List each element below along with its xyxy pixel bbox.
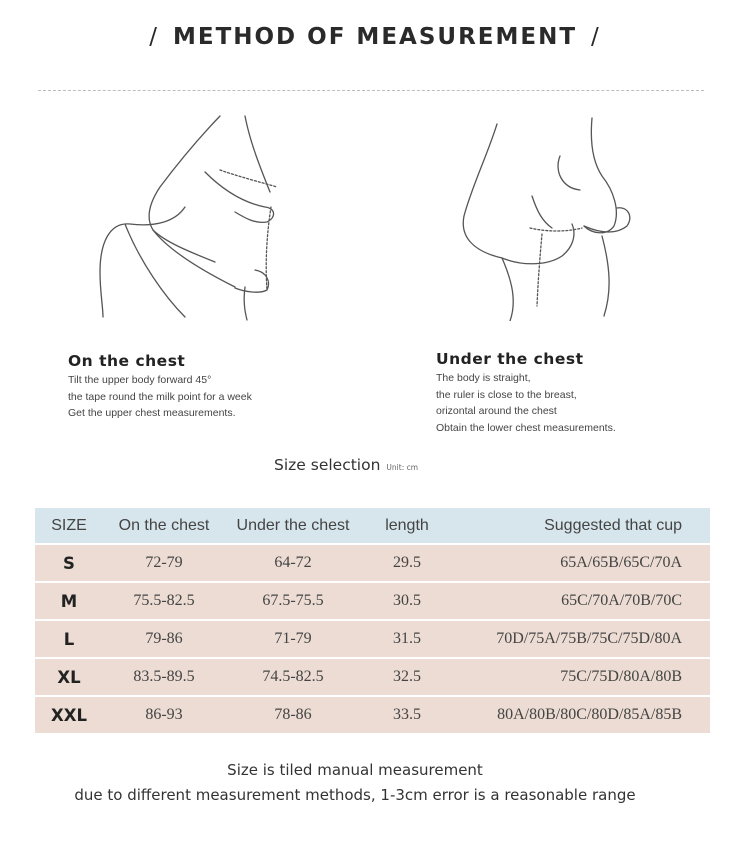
header-length: length [361,508,453,544]
instruction-line: Tilt the upper body forward 45° [68,374,212,386]
title-slash-left: / [149,24,159,50]
size-cell: L [35,620,103,658]
page-title [0,24,750,50]
instruction-line: The body is straight, [436,372,531,384]
header-under-chest: Under the chest [225,508,361,544]
header-on-chest: On the chest [103,508,225,544]
size-cell: M [35,582,103,620]
size-cell: S [35,544,103,582]
under-chest-illustration [442,116,642,321]
table-row [35,658,710,696]
cup-cell: 80A/80B/80C/80D/85A/85B [453,696,710,733]
cup-cell: 65A/65B/65C/70A [453,544,710,582]
cup-cell: 75C/75D/80A/80B [453,658,710,696]
instruction-line: Obtain the lower chest measurements. [436,421,616,434]
length-cell: 33.5 [361,696,453,733]
note-line: Size is tiled manual measurement [227,761,483,779]
under-chest-cell: 67.5-75.5 [225,582,361,620]
note-line: due to different measurement methods, 1-3cm error is a reasonable range [74,786,636,804]
instruction-line: the tape round the milk point for a week [68,390,252,403]
on-chest-cell: 72-79 [103,544,225,582]
title-text: METHOD OF MEASUREMENT [172,24,578,50]
table-row [35,696,710,733]
instruction-line: the ruler is close to the breast, [436,388,577,401]
under-chest-cell: 78-86 [225,696,361,733]
size-selection-heading [274,456,418,474]
on-chest-cell: 79-86 [103,620,225,658]
under-chest-cell: 64-72 [225,544,361,582]
unit-label: Unit: cm [386,463,419,472]
size-cell: XL [35,658,103,696]
under-chest-title: Under the chest [436,350,584,368]
on-chest-title: On the chest [68,352,186,370]
length-cell: 31.5 [361,620,453,658]
instruction-line: orizontal around the chest [436,405,557,417]
table-header-row [35,508,710,544]
table-row [35,544,710,582]
under-chest-cell: 71-79 [225,620,361,658]
size-cell: XXL [35,696,103,733]
dashed-divider [38,90,704,91]
length-cell: 30.5 [361,582,453,620]
instruction-line: Get the upper chest measurements. [68,407,236,419]
on-chest-cell: 83.5-89.5 [103,658,225,696]
table-row [35,582,710,620]
on-chest-instructions [68,372,252,422]
on-chest-cell: 75.5-82.5 [103,582,225,620]
length-cell: 29.5 [361,544,453,582]
size-selection-label: Size selection [274,456,381,474]
on-chest-cell: 86-93 [103,696,225,733]
cup-cell: 65C/70A/70B/70C [453,582,710,620]
size-table [35,508,710,733]
table-row [35,620,710,658]
under-chest-instructions [436,370,616,436]
length-cell: 32.5 [361,658,453,696]
header-cup: Suggested that cup [453,508,710,544]
on-chest-illustration [95,112,295,322]
header-size: SIZE [35,508,103,544]
cup-cell: 70D/75A/75B/75C/75D/80A [453,620,710,658]
under-chest-cell: 74.5-82.5 [225,658,361,696]
title-slash-right: / [591,24,601,50]
